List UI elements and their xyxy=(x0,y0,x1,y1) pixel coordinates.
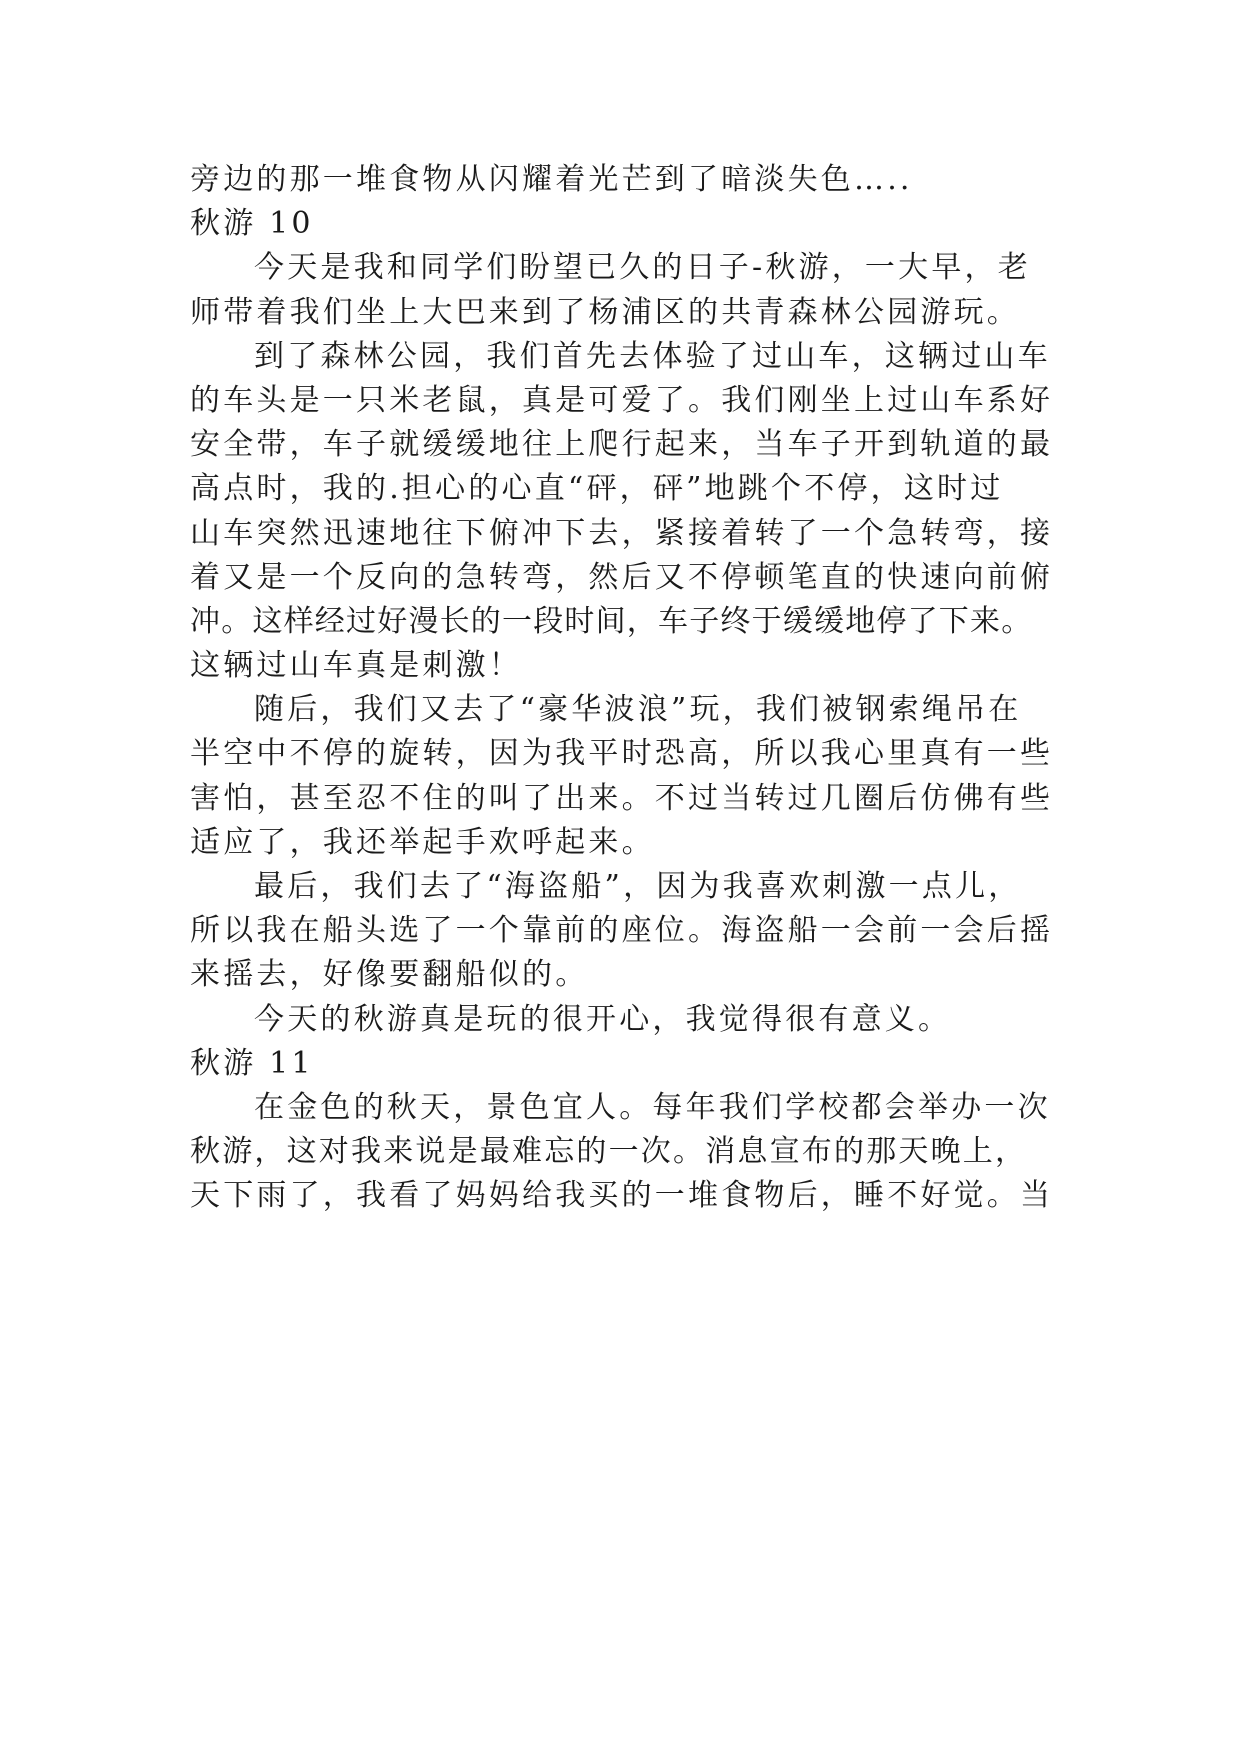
text-line: 来摇去，好像要翻船似的。 xyxy=(190,957,589,993)
text-line: 安全带，车子就缓缓地往上爬行起来，当车子开到轨道的最 xyxy=(190,427,1054,463)
text-line: 师带着我们坐上大巴来到了杨浦区的共青森林公园游玩。 xyxy=(190,294,1020,330)
text-line: 高点时，我的.担心的心直“砰，砰”地跳个不停，这时过 xyxy=(190,471,1004,507)
text-line: 的车头是一只米老鼠，真是可爱了。我们刚坐上过山车系好 xyxy=(190,382,1054,418)
text-line: 今天是我和同学们盼望已久的日子-秋游，一大早，老 xyxy=(254,250,1031,286)
text-line: 适应了，我还举起手欢呼起来。 xyxy=(190,824,655,860)
text-line: 在金色的秋天，景色宜人。每年我们学校都会举办一次 xyxy=(254,1089,1051,1125)
section-heading: 秋游 11 xyxy=(190,1045,314,1081)
text-line: 着又是一个反向的急转弯，然后又不停顿笔直的快速向前俯 xyxy=(190,559,1054,595)
text-line: 今天的秋游真是玩的很开心，我觉得很有意义。 xyxy=(254,1001,952,1037)
text-line: 随后，我们又去了“豪华波浪”玩，我们被钢索绳吊在 xyxy=(254,692,1022,728)
text-line: 天下雨了，我看了妈妈给我买的一堆食物后，睡不好觉。当 xyxy=(190,1178,1054,1214)
text-line: 冲。这样经过好漫长的一段时间，车子终于缓缓地停了下来。 xyxy=(190,603,1033,639)
text-line: 山车突然迅速地往下俯冲下去，紧接着转了一个急转弯，接 xyxy=(190,515,1054,551)
text-line: 害怕，甚至忍不住的叫了出来。不过当转过几圈后仿佛有些 xyxy=(190,780,1054,816)
text-line: 最后，我们去了“海盗船”，因为我喜欢刺激一点儿， xyxy=(254,869,1022,904)
text-line: 这辆过山车真是刺激！ xyxy=(190,648,522,684)
text-line: 旁边的那一堆食物从闪耀着光芒到了暗淡失色….. xyxy=(190,162,913,197)
text-line: 所以我在船头选了一个靠前的座位。海盗船一会前一会后摇 xyxy=(190,913,1054,949)
document-body xyxy=(190,158,1052,1219)
section-heading: 秋游 10 xyxy=(190,206,314,242)
text-line: 到了森林公园，我们首先去体验了过山车，这辆过山车 xyxy=(254,338,1051,374)
text-line: 半空中不停的旋转，因为我平时恐高，所以我心里真有一些 xyxy=(190,736,1054,772)
text-line: 秋游，这对我来说是最难忘的一次。消息宣布的那天晚上， xyxy=(190,1134,1028,1170)
